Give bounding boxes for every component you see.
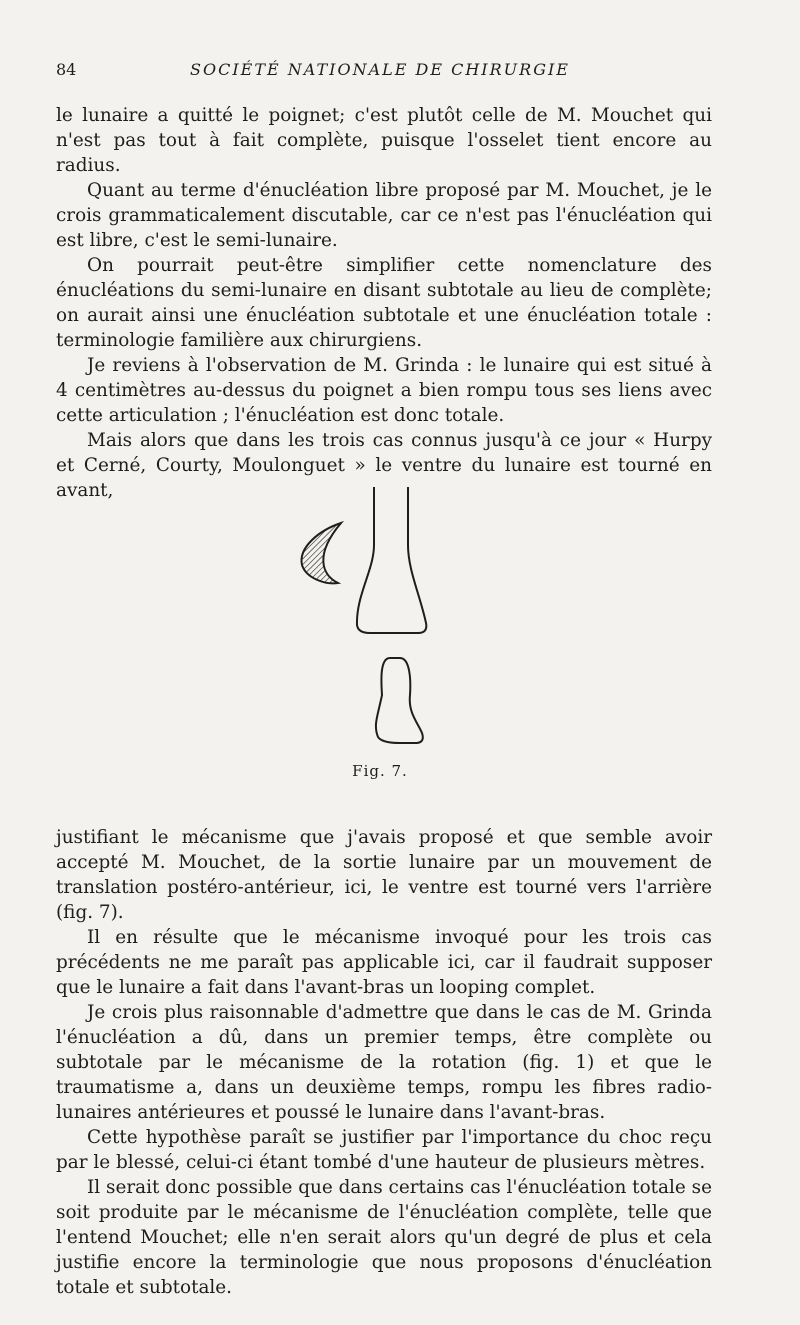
bone-diagram	[290, 475, 450, 755]
lunate-bone-shape	[302, 523, 341, 583]
paragraph: Cette hypothèse paraît se justifier par l'importance du choc reçu par le blessé, celui-ci étant tombé d'une hauteur de plusieurs mètres.	[56, 1127, 712, 1173]
running-title: SOCIÉTÉ NATIONALE DE CHIRURGIE	[190, 60, 570, 79]
paragraph: justifiant le mécanisme que j'avais proposé et que semble avoir accepté M. Mouchet, de la sortie lunaire par un mouvement de translation postéro-antérieur, ici, le ventre est tourné vers l'arrière (fig. 7).	[56, 827, 712, 923]
paragraph: Quant au terme d'énucléation libre proposé par M. Mouchet, je le crois grammaticalement discutable, car ce n'est pas l'énucléation qui est libre, c'est le semi-lunaire.	[56, 180, 712, 251]
paragraph: Il en résulte que le mécanisme invoqué pour les trois cas précédents ne me paraît pas applicable ici, car il faudrait supposer que le lunaire a fait dans l'avant-bras un looping complet.	[56, 927, 712, 998]
figure-7-drawing	[290, 475, 450, 755]
paragraph: le lunaire a quitté le poignet; c'est plutôt celle de M. Mouchet qui n'est pas tout à fait complète, puisque l'osselet tient encore au radius.	[56, 105, 712, 176]
radius-bone-outline	[357, 487, 426, 633]
paragraph: Je reviens à l'observation de M. Grinda : le lunaire qui est situé à 4 centimètres au-dessus du poignet a bien rompu tous ses liens avec cette articulation ; l'énucléation est donc totale.	[56, 355, 712, 426]
paragraph: On pourrait peut-être simplifier cette nomenclature des énucléations du semi-lunaire en disant subtotale au lieu de complète; on aurait ainsi une énucléation subtotale et une énucléation totale : terminologie familière aux chirurgiens.	[56, 255, 712, 351]
body-text-bottom	[56, 825, 712, 1300]
page-number: 84	[56, 60, 77, 79]
body-text-top	[56, 103, 712, 503]
paragraph: Il serait donc possible que dans certains cas l'énucléation totale se soit produite par le mécanisme de l'énucléation complète, telle que l'entend Mouchet; elle n'en serait alors qu'un degré de plus et cela justifie encore la terminologie que nous proposons d'énucléation totale et subtotale.	[56, 1177, 712, 1298]
carpal-bone-outline	[376, 658, 423, 743]
page-header	[0, 60, 800, 84]
paragraph: Mais alors que dans les trois cas connus jusqu'à ce jour « Hurpy et Cerné, Courty, Moulonguet » le ventre du lunaire est tourné en avant,	[56, 430, 712, 501]
figure-caption: Fig. 7.	[352, 762, 408, 780]
paragraph: Je crois plus raisonnable d'admettre que dans le cas de M. Grinda l'énucléation a dû, dans un premier temps, être complète ou subtotale par le mécanisme de la rotation (fig. 1) et que le traumatisme a, dans un deuxième temps, rompu les fibres radio-lunaires antérieures et poussé le lunaire dans l'avant-bras.	[56, 1002, 712, 1123]
